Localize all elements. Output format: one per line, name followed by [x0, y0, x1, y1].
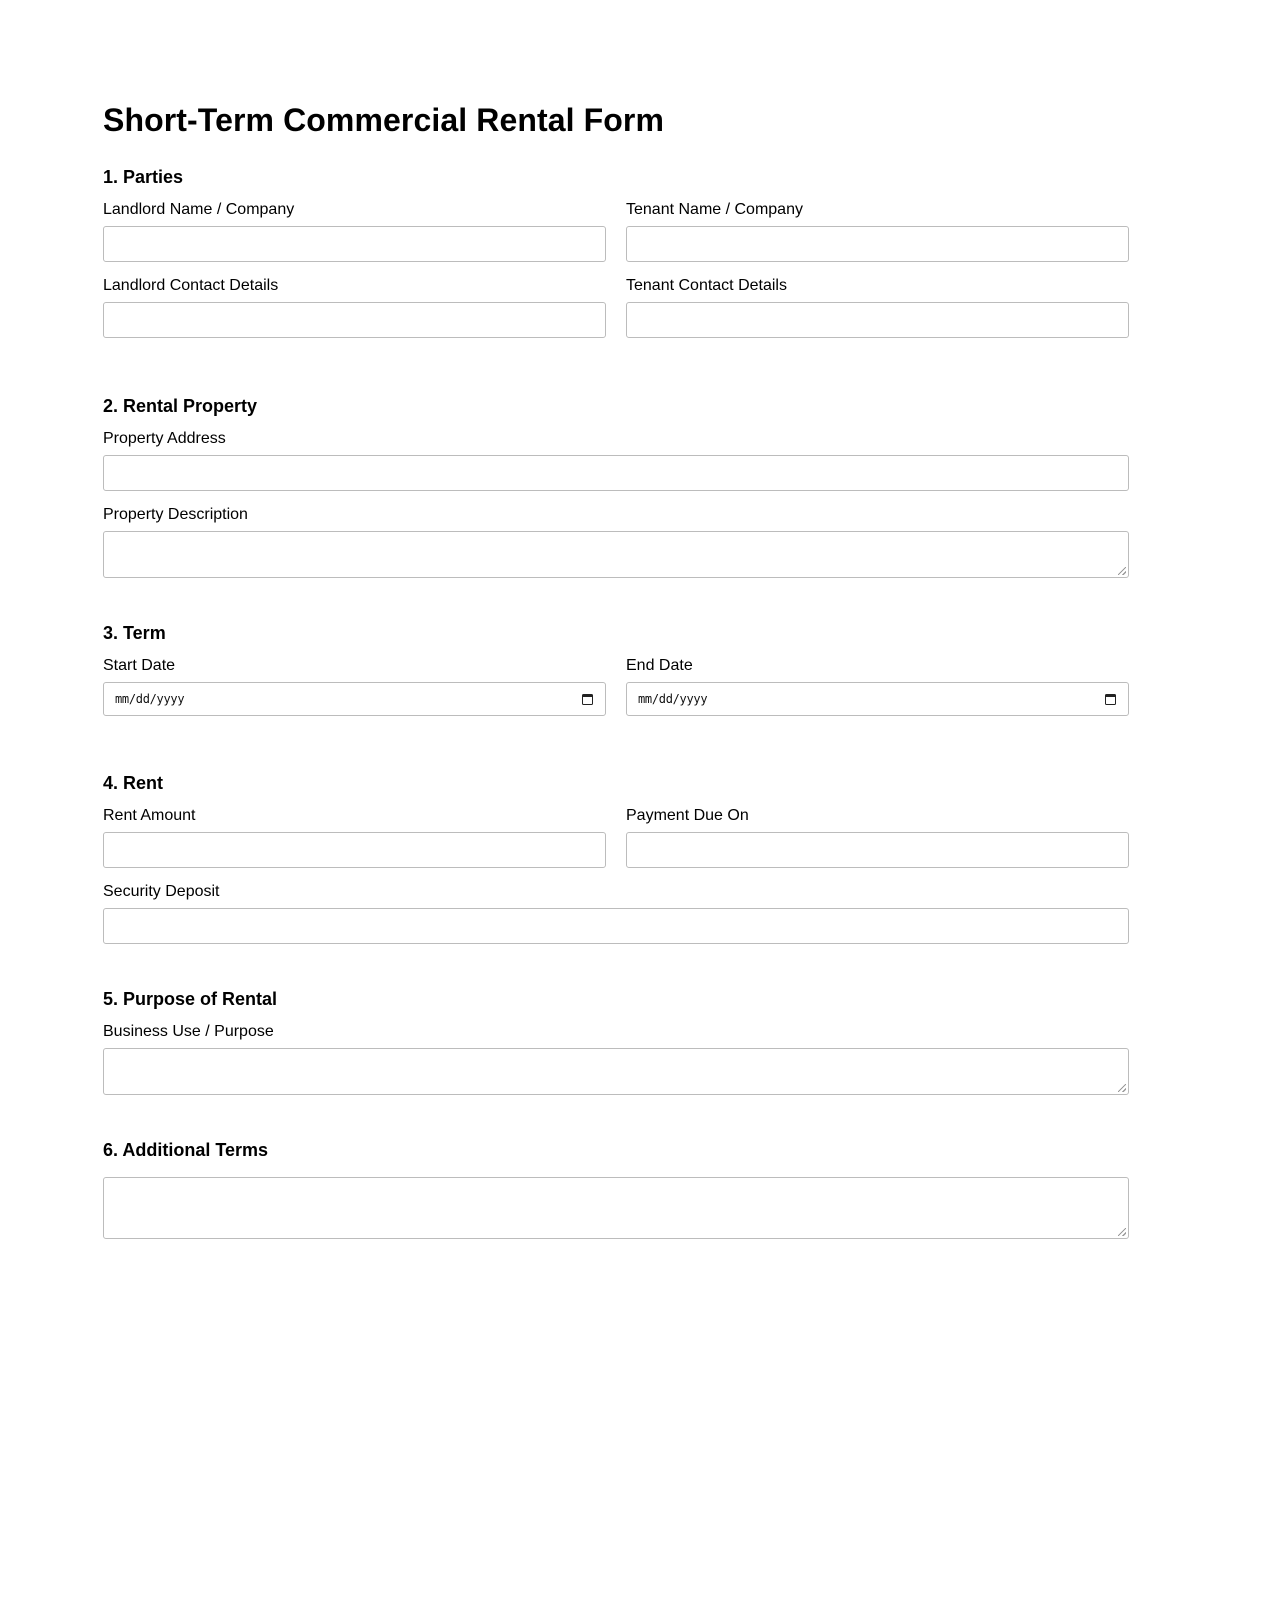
parties-row-contacts — [103, 276, 1129, 338]
section-heading-property: 2. Rental Property — [103, 396, 258, 416]
page-title: Short-Term Commercial Rental Form — [103, 102, 665, 138]
tenant-contact-label: Tenant Contact Details — [626, 277, 787, 294]
section-heading-purpose: 5. Purpose of Rental — [103, 989, 278, 1009]
tenant-name-label: Tenant Name / Company — [626, 201, 803, 218]
property-description-label: Property Description — [103, 506, 248, 523]
start-date-label: Start Date — [103, 657, 176, 674]
security-deposit-label: Security Deposit — [103, 883, 220, 900]
field-business-use — [103, 1022, 1129, 1095]
field-landlord-name — [103, 200, 606, 262]
business-use-label: Business Use / Purpose — [103, 1023, 274, 1040]
parties-row-names — [103, 200, 1129, 262]
end-date-label: End Date — [626, 657, 693, 674]
section-additional-terms — [103, 1139, 1129, 1239]
start-date-placeholder: mm/dd/yyyy — [115, 692, 185, 706]
section-heading-additional: 6. Additional Terms — [103, 1140, 269, 1160]
end-date-placeholder: mm/dd/yyyy — [638, 692, 708, 706]
calendar-icon[interactable] — [582, 694, 593, 705]
section-rental-property — [103, 395, 1129, 578]
payment-due-label: Payment Due On — [626, 807, 749, 824]
section-heading-parties: 1. Parties — [103, 167, 184, 187]
spacer — [103, 730, 1263, 772]
field-property-description — [103, 505, 1129, 578]
section-heading-term: 3. Term — [103, 623, 166, 643]
field-payment-due — [626, 806, 1129, 868]
landlord-contact-label: Landlord Contact Details — [103, 277, 279, 294]
rent-amount-label: Rent Amount — [103, 807, 196, 824]
field-tenant-contact — [626, 276, 1129, 338]
section-term — [103, 622, 1129, 716]
rent-amount-input[interactable] — [103, 832, 606, 868]
rent-row — [103, 806, 1129, 868]
term-row-dates — [103, 656, 1129, 716]
section-parties — [103, 166, 1129, 338]
field-landlord-contact — [103, 276, 606, 338]
landlord-contact-input[interactable] — [103, 302, 606, 338]
resize-grip-icon[interactable] — [1118, 567, 1126, 575]
section-heading-rent: 4. Rent — [103, 773, 164, 793]
resize-grip-icon[interactable] — [1118, 1228, 1126, 1236]
field-property-address — [103, 429, 1129, 491]
tenant-contact-input[interactable] — [626, 302, 1129, 338]
field-security-deposit — [103, 882, 1129, 944]
spacer — [103, 592, 1263, 622]
security-deposit-input[interactable] — [103, 908, 1129, 944]
field-rent-amount — [103, 806, 606, 868]
landlord-name-input[interactable] — [103, 226, 606, 262]
start-date-input[interactable] — [103, 682, 606, 716]
section-purpose — [103, 988, 1129, 1095]
spacer — [103, 958, 1263, 988]
property-address-label: Property Address — [103, 430, 226, 447]
additional-terms-textarea[interactable] — [103, 1177, 1129, 1239]
spacer — [103, 1109, 1263, 1139]
resize-grip-icon[interactable] — [1118, 1084, 1126, 1092]
tenant-name-input[interactable] — [626, 226, 1129, 262]
payment-due-input[interactable] — [626, 832, 1129, 868]
field-start-date — [103, 656, 606, 716]
calendar-icon[interactable] — [1105, 694, 1116, 705]
section-rent — [103, 772, 1129, 944]
property-description-textarea[interactable] — [103, 531, 1129, 578]
field-tenant-name — [626, 200, 1129, 262]
landlord-name-label: Landlord Name / Company — [103, 201, 295, 218]
field-additional-terms — [103, 1177, 1129, 1239]
end-date-input[interactable] — [626, 682, 1129, 716]
spacer — [103, 352, 1263, 395]
field-end-date — [626, 656, 1129, 716]
business-use-textarea[interactable] — [103, 1048, 1129, 1095]
property-address-input[interactable] — [103, 455, 1129, 491]
